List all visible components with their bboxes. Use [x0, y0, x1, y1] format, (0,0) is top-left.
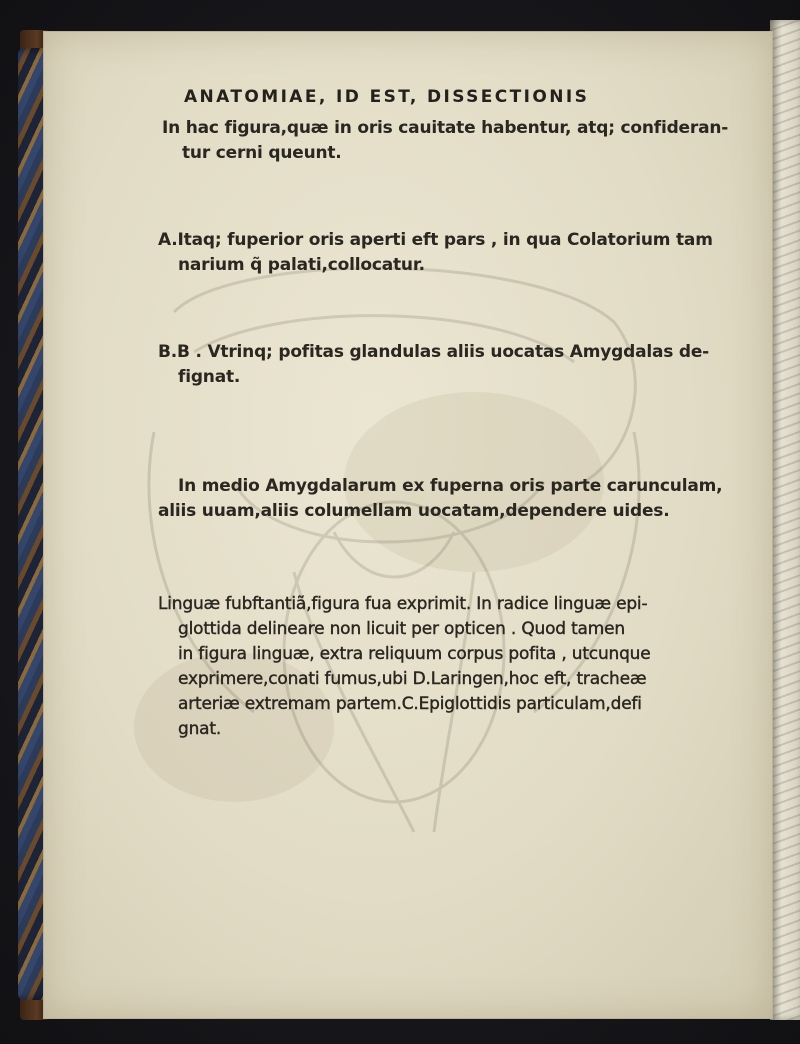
book-page [44, 32, 772, 1018]
text-line: gnat. [178, 719, 222, 739]
paragraph-b [158, 340, 710, 390]
paragraph-intro [162, 116, 729, 166]
text-line: fignat. [178, 367, 241, 387]
text-line: glottida delineare non licuit per opticen . Quod tamen [178, 619, 625, 639]
text-line: narium q̃ palati,collocatur. [178, 255, 425, 275]
text-line: A.Itaq; fuperior oris aperti eft pars , in qua Colatorium tam [158, 230, 713, 250]
paragraph-a [158, 228, 713, 278]
running-header: ANATOMIAE, ID EST, DISSECTIONIS [184, 87, 590, 107]
text-line: Linguæ fubftantiã,figura fua exprimit. In radice linguæ epi- [158, 594, 648, 614]
facing-page-edge [770, 20, 800, 1020]
text-line: In medio Amygdalarum ex fuperna oris parte carunculam, [178, 476, 723, 496]
text-line: tur cerni queunt. [182, 143, 342, 163]
text-line: In hac figura,quæ in oris cauitate habentur, atq; confideran- [162, 118, 729, 138]
text-line: in figura linguæ, extra reliquum corpus pofita , utcunque [178, 644, 651, 664]
text-line: exprimere,conati fumus,ubi D.Laringen,hoc eft, tracheæ [178, 669, 647, 689]
text-line: aliis uuam,aliis columellam uocatam,dependere uides. [158, 501, 670, 521]
text-line: B.B . Vtrinq; pofitas glandulas aliis uocatas Amygdalas de- [158, 342, 710, 362]
text-line: arteriæ extremam partem.C.Epiglottidis particulam,defi [178, 694, 642, 714]
paragraph-tongue [158, 592, 698, 742]
paragraph-uvula [158, 474, 723, 524]
